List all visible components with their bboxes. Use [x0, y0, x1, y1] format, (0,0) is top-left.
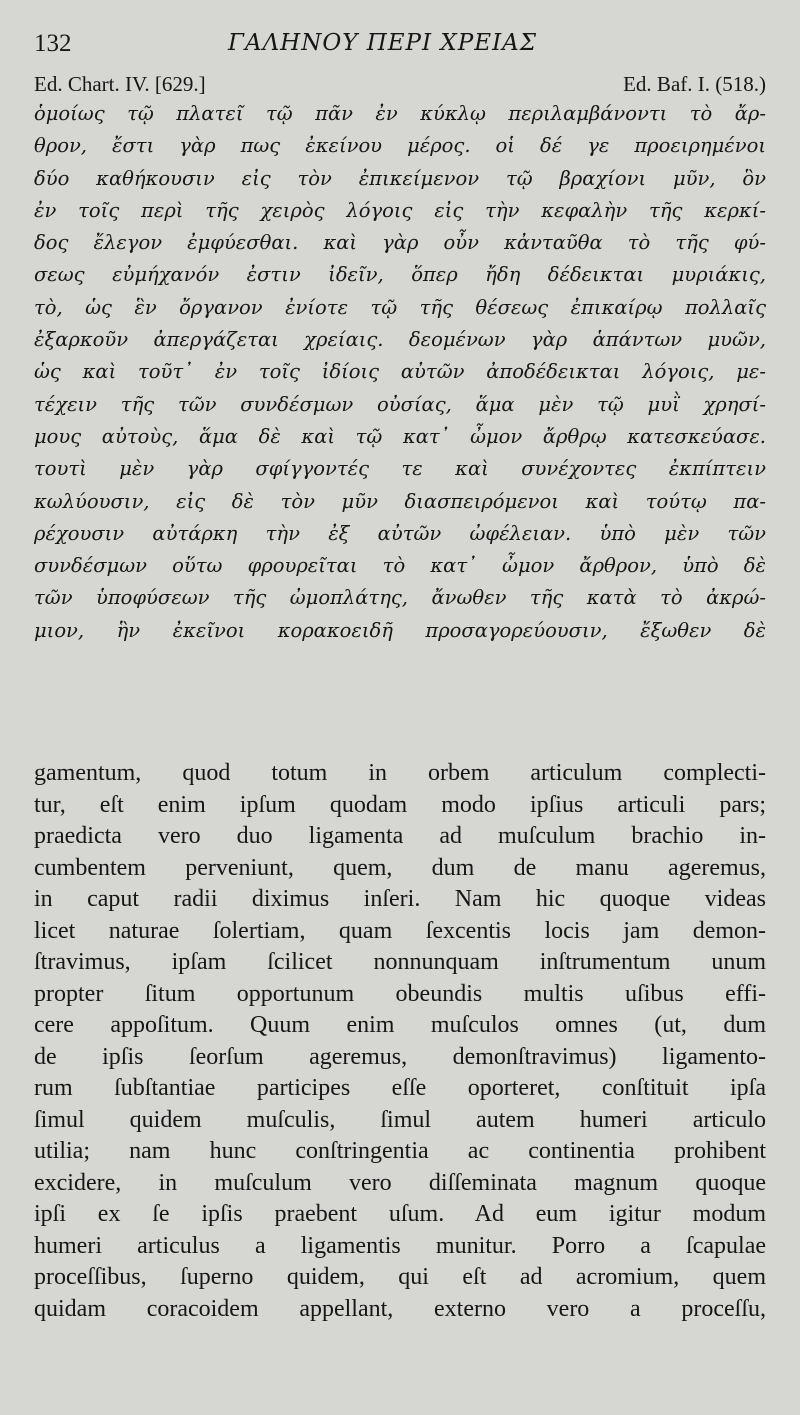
greek-line: ρέχουσιν αὐτάρκη τὴν ἐξ αὐτῶν ὠφέλειαν. ὑπὸ μὲν τῶν: [34, 521, 766, 545]
latin-line: proceſſibus, ſuperno quidem, qui eſt ad acromium, quem: [34, 1264, 766, 1290]
greek-line: τουτὶ μὲν γὰρ σφίγγοντές τε καὶ συνέχοντες ἐκπίπτειν: [34, 457, 766, 481]
greek-line: ὁμοίως τῷ πλατεῖ τῷ πᾶν ἐν κύκλῳ περιλαμβάνοντι τὸ ἄρ-: [34, 102, 766, 125]
greek-line: ἐν τοῖς περὶ τῆς χειρὸς λόγοις εἰς τὴν κεφαλὴν τῆς κερκί-: [34, 198, 766, 222]
page-number: 132: [34, 30, 72, 57]
greek-line: συνδέσμων οὕτω φρουρεῖται τὸ κατ᾽ ὦμον ἄρθρον, ὑπὸ δὲ: [34, 554, 766, 578]
latin-line: in caput radii diximus inſeri. Nam hic quoque videas: [34, 886, 766, 912]
latin-line: licet naturae ſolertiam, quam ſexcentis locis jam demon-: [34, 917, 766, 944]
latin-line: excidere, in muſculum vero diſſeminata magnum quoque: [34, 1169, 766, 1196]
latin-line: ſtravimus, ipſam ſcilicet nonnunquam inſtrumentum unum: [34, 949, 766, 975]
latin-line: de ipſis ſeorſum ageremus, demonſtravimus) ligamento-: [34, 1043, 766, 1070]
latin-line: ſimul quidem muſculis, ſimul autem humeri articulo: [34, 1106, 766, 1133]
greek-line: σεως εὐμήχανόν ἐστιν ἰδεῖν, ὅπερ ἤδη δέδεικται μυριάκις,: [34, 263, 766, 287]
latin-line: tur, eſt enim ipſum quodam modo ipſius articuli pars;: [34, 791, 766, 818]
latin-line: praedicta vero duo ligamenta ad muſculum brachio in-: [34, 823, 766, 849]
greek-line: ἐξαρκοῦν ἀπεργάζεται χρείαις. δεομένων γὰρ ἁπάντων μυῶν,: [34, 328, 766, 352]
latin-line: quidam coracoidem appellant, externo vero a proceſſu,: [34, 1295, 766, 1322]
latin-line: propter ſitum opportunum obeundis multis uſibus effi-: [34, 980, 766, 1007]
running-head: [34, 24, 766, 64]
latin-line: humeri articulus a ligamentis munitur. Porro a ſcapulae: [34, 1232, 766, 1259]
greek-line: τὸ, ὡς ἓν ὄργανον ἐνίοτε τῷ τῆς θέσεως ἐπικαίρῳ πολλαῖς: [34, 295, 766, 319]
greek-line: τῶν ὑποφύσεων τῆς ὠμοπλάτης, ἄνωθεν τῆς κατὰ τὸ ἀκρώ-: [34, 586, 766, 610]
greek-text-block: [34, 98, 766, 647]
latin-line: ipſi ex ſe ipſis praebent uſum. Ad eum igitur modum: [34, 1201, 766, 1227]
edition-chartier: Ed. Chart. IV. [629.]: [34, 72, 206, 96]
running-title: ΓΑΛΗΝΟΥ ΠΕΡΙ ΧΡΕΙΑΣ: [228, 30, 538, 56]
latin-line: cere appoſitum. Quum enim muſculos omnes (ut, dum: [34, 1012, 766, 1038]
latin-line: utilia; nam hunc conſtringentia ac continentia prohibent: [34, 1138, 766, 1164]
greek-line: μιον, ἣν ἐκεῖνοι κορακοειδῆ προσαγορεύουσιν, ἔξωθεν δὲ: [34, 618, 766, 642]
greek-line: μους αὐτοὺς, ἅμα δὲ καὶ τῷ κατ᾽ ὦμον ἄρθρῳ κατεσκεύασε.: [34, 424, 766, 448]
greek-line: δύο καθήκουσιν εἰς τὸν ἐπικείμενον τῷ βραχίονι μῦν, ὃν: [34, 166, 766, 190]
edition-basel: Ed. Baf. I. (518.): [623, 72, 766, 96]
greek-line: δος ἔλεγον ἐμφύεσθαι. καὶ γὰρ οὖν κἀνταῦθα τὸ τῆς φύ-: [34, 231, 766, 255]
greek-line: κωλύουσιν, εἰς δὲ τὸν μῦν διασπειρόμενοι καὶ τούτῳ πα-: [34, 489, 766, 513]
latin-text-block: [34, 758, 766, 1325]
latin-line: gamentum, quod totum in orbem articulum complecti-: [34, 760, 766, 786]
greek-line: θρον, ἔστι γὰρ πως ἐκείνου μέρος. οἱ δέ γε προειρημένοι: [34, 134, 766, 158]
greek-line: τέχειν τῆς τῶν συνδέσμων οὐσίας, ἅμα μὲν τῷ μυῒ χρησί-: [34, 392, 766, 416]
latin-line: cumbentem perveniunt, quem, dum de manu ageremus,: [34, 854, 766, 881]
greek-line: ὡς καὶ τοῦτ᾽ ἐν τοῖς ἰδίοις αὐτῶν ἀποδέδεικται λόγοις, με-: [34, 360, 766, 384]
latin-line: rum ſubſtantiae participes eſſe oporteret, conſtituit ipſa: [34, 1075, 766, 1101]
